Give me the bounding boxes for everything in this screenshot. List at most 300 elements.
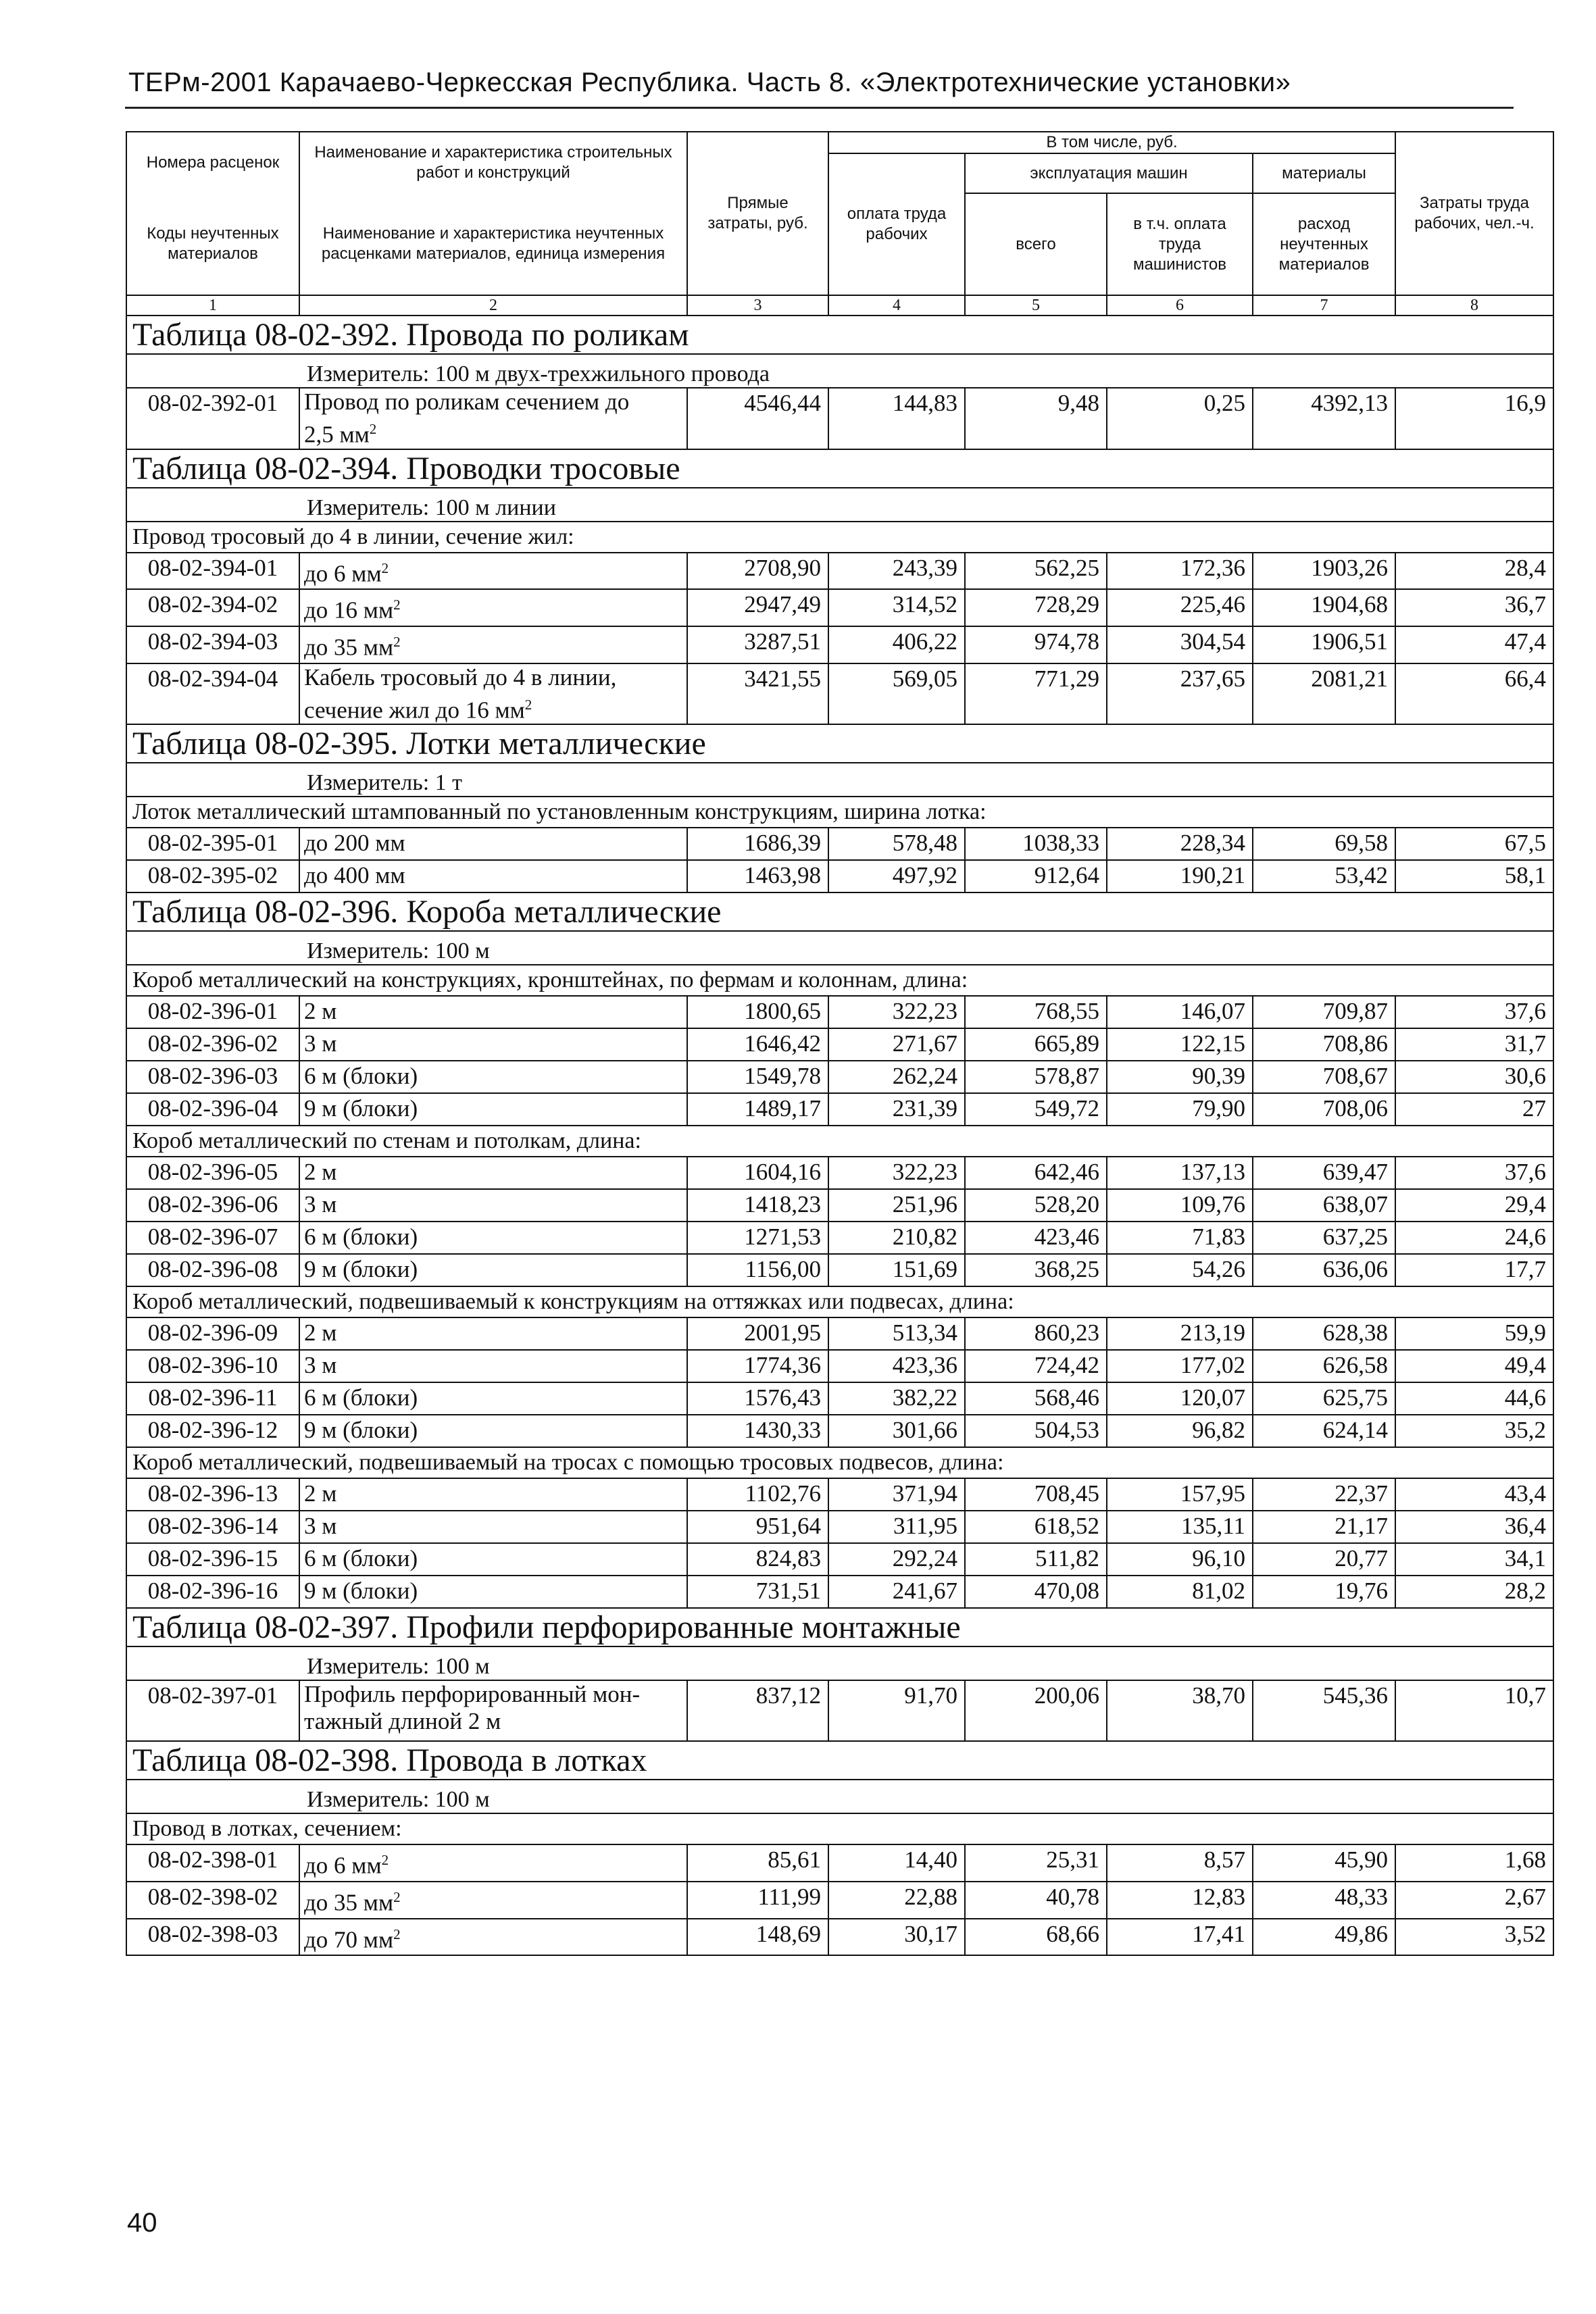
value-labor-hours: 10,7	[1395, 1680, 1553, 1741]
col-header-material-consumption: расход неучтенных материалов	[1253, 193, 1395, 295]
table-title-row	[126, 1608, 1553, 1646]
table-row	[126, 388, 1553, 449]
value-direct-costs: 2001,95	[687, 1317, 828, 1350]
table-row	[126, 1350, 1553, 1382]
value-material-consumption: 708,67	[1253, 1061, 1395, 1093]
group-label: Короб металлический по стенам и потолкам, длина:	[126, 1126, 1553, 1157]
rate-name-text: до 200 мм	[304, 830, 405, 857]
rate-code: 08-02-394-04	[126, 663, 299, 725]
rate-code: 08-02-396-02	[126, 1028, 299, 1061]
value-labor-hours: 36,7	[1395, 589, 1553, 626]
value-machinist-wages: 213,19	[1107, 1317, 1253, 1350]
superscript: 2	[381, 1852, 389, 1869]
rate-name-text: 9 м (блоки)	[304, 1256, 418, 1283]
value-machinist-wages: 137,13	[1107, 1157, 1253, 1189]
rate-name-line: Провод по роликам сечением до	[304, 388, 630, 415]
rate-name	[299, 1919, 687, 1956]
col-header-codes: Номера расценок	[126, 132, 299, 193]
rate-name	[299, 553, 687, 590]
value-machinist-wages: 120,07	[1107, 1382, 1253, 1415]
table-row	[126, 553, 1553, 590]
value-machinist-wages: 122,15	[1107, 1028, 1253, 1061]
measure-unit: Измеритель: 1 т	[126, 763, 1553, 797]
col-header-wages: оплата труда рабочих	[828, 153, 965, 295]
rate-name	[299, 1093, 687, 1126]
value-material-consumption: 709,87	[1253, 996, 1395, 1028]
value-machinist-wages: 96,10	[1107, 1543, 1253, 1576]
value-machines-total: 25,31	[965, 1844, 1107, 1882]
value-direct-costs: 1549,78	[687, 1061, 828, 1093]
value-direct-costs: 1646,42	[687, 1028, 828, 1061]
rate-code: 08-02-396-15	[126, 1543, 299, 1576]
value-machinist-wages: 177,02	[1107, 1350, 1253, 1382]
table-row	[126, 663, 1553, 725]
value-machinist-wages: 228,34	[1107, 828, 1253, 860]
value-labor-hours: 36,4	[1395, 1511, 1553, 1543]
rates-table	[126, 131, 1554, 1956]
measure-unit: Измеритель: 100 м	[126, 1646, 1553, 1680]
table-row	[126, 1093, 1553, 1126]
value-machines-total: 724,42	[965, 1350, 1107, 1382]
value-wages: 371,94	[828, 1478, 965, 1511]
measure-unit: Измеритель: 100 м	[126, 931, 1553, 965]
rate-code: 08-02-397-01	[126, 1680, 299, 1741]
group-header-row	[126, 522, 1553, 553]
value-wages: 292,24	[828, 1543, 965, 1576]
value-machines-total: 9,48	[965, 388, 1107, 449]
rate-name	[299, 828, 687, 860]
value-direct-costs: 111,99	[687, 1882, 828, 1919]
rate-name-text: 2 м	[304, 1159, 337, 1186]
rate-code: 08-02-396-06	[126, 1189, 299, 1222]
value-machines-total: 708,45	[965, 1478, 1107, 1511]
value-machinist-wages: 146,07	[1107, 996, 1253, 1028]
value-direct-costs: 148,69	[687, 1919, 828, 1956]
value-machinist-wages: 81,02	[1107, 1576, 1253, 1608]
value-machinist-wages: 17,41	[1107, 1919, 1253, 1956]
value-material-consumption: 545,36	[1253, 1680, 1395, 1741]
col-header-machines-total: всего	[965, 193, 1107, 295]
value-machines-total: 728,29	[965, 589, 1107, 626]
col-header-materials: материалы	[1253, 153, 1395, 193]
rate-name-text: 6 м (блоки)	[304, 1384, 418, 1411]
table-row	[126, 1576, 1553, 1608]
value-labor-hours: 28,2	[1395, 1576, 1553, 1608]
value-material-consumption: 628,38	[1253, 1317, 1395, 1350]
value-labor-hours: 16,9	[1395, 388, 1553, 449]
rate-name-text: до 35 мм	[304, 1889, 394, 1916]
rate-code: 08-02-398-01	[126, 1844, 299, 1882]
rate-name-line	[304, 1708, 681, 1735]
rate-name	[299, 1382, 687, 1415]
table-row	[126, 589, 1553, 626]
value-labor-hours: 2,67	[1395, 1882, 1553, 1919]
table-title: Таблица 08-02-395. Лотки металлические	[126, 724, 1553, 763]
col-number: 4	[828, 295, 965, 316]
value-direct-costs: 951,64	[687, 1511, 828, 1543]
table-row	[126, 1844, 1553, 1882]
value-labor-hours: 28,4	[1395, 553, 1553, 590]
value-machines-total: 974,78	[965, 626, 1107, 663]
superscript: 2	[524, 696, 532, 713]
table-title-row	[126, 449, 1553, 488]
value-labor-hours: 59,9	[1395, 1317, 1553, 1350]
rate-name-text: до 70 мм	[304, 1926, 394, 1953]
measure-row	[126, 1646, 1553, 1680]
value-wages: 231,39	[828, 1093, 965, 1126]
rate-code: 08-02-396-07	[126, 1222, 299, 1254]
value-wages: 210,82	[828, 1222, 965, 1254]
value-labor-hours: 3,52	[1395, 1919, 1553, 1956]
rate-name-text: 2 м	[304, 1480, 337, 1507]
value-machines-total: 860,23	[965, 1317, 1107, 1350]
rate-name	[299, 1222, 687, 1254]
page-number: 40	[127, 2208, 157, 2238]
rate-name-text: 3 м	[304, 1352, 337, 1379]
group-header-row	[126, 1813, 1553, 1844]
rate-code: 08-02-396-16	[126, 1576, 299, 1608]
value-direct-costs: 1156,00	[687, 1254, 828, 1286]
measure-row	[126, 354, 1553, 388]
value-machines-total: 1038,33	[965, 828, 1107, 860]
value-machines-total: 665,89	[965, 1028, 1107, 1061]
superscript: 2	[393, 1888, 401, 1905]
col-header-machinist-wages: в т.ч. оплата труда машинистов	[1107, 193, 1253, 295]
rate-name-text: до 16 мм	[304, 597, 394, 624]
table-title-row	[126, 724, 1553, 763]
rate-name	[299, 996, 687, 1028]
rate-code: 08-02-396-12	[126, 1415, 299, 1447]
col-header-including: В том числе, руб.	[828, 132, 1395, 153]
rate-name-text: 9 м (блоки)	[304, 1417, 418, 1444]
value-material-consumption: 639,47	[1253, 1157, 1395, 1189]
table-row	[126, 828, 1553, 860]
value-material-consumption: 636,06	[1253, 1254, 1395, 1286]
rate-name	[299, 1061, 687, 1093]
value-direct-costs: 1418,23	[687, 1189, 828, 1222]
rate-name	[299, 663, 687, 725]
value-labor-hours: 47,4	[1395, 626, 1553, 663]
value-material-consumption: 708,86	[1253, 1028, 1395, 1061]
rate-code: 08-02-394-03	[126, 626, 299, 663]
value-material-consumption: 708,06	[1253, 1093, 1395, 1126]
value-direct-costs: 731,51	[687, 1576, 828, 1608]
table-row	[126, 1028, 1553, 1061]
rate-code: 08-02-396-01	[126, 996, 299, 1028]
group-label: Короб металлический, подвешиваемый к конструкциям на оттяжках или подвесах, длина:	[126, 1286, 1553, 1317]
value-direct-costs: 2708,90	[687, 553, 828, 590]
rate-name-text: до 6 мм	[304, 1852, 382, 1879]
rate-name-text: 2 м	[304, 998, 337, 1025]
value-wages: 151,69	[828, 1254, 965, 1286]
rate-name	[299, 1680, 687, 1741]
table-row	[126, 996, 1553, 1028]
col-header-name: Наименование и характеристика строительных работ и конструкций	[299, 132, 687, 193]
value-machines-total: 528,20	[965, 1189, 1107, 1222]
value-machines-total: 200,06	[965, 1680, 1107, 1741]
value-wages: 262,24	[828, 1061, 965, 1093]
value-labor-hours: 49,4	[1395, 1350, 1553, 1382]
value-labor-hours: 58,1	[1395, 860, 1553, 892]
value-labor-hours: 43,4	[1395, 1478, 1553, 1511]
value-labor-hours: 37,6	[1395, 996, 1553, 1028]
value-wages: 144,83	[828, 388, 965, 449]
value-labor-hours: 29,4	[1395, 1189, 1553, 1222]
value-direct-costs: 824,83	[687, 1543, 828, 1576]
table-row	[126, 1478, 1553, 1511]
rate-name-text: 2,5 мм	[304, 421, 370, 448]
rate-name-line	[304, 416, 681, 449]
rate-name-text: до 400 мм	[304, 862, 405, 889]
rate-name-text: сечение жил до 16 мм	[304, 697, 525, 724]
rate-name-line: Кабель тросовый до 4 в линии,	[304, 663, 617, 690]
value-wages: 271,67	[828, 1028, 965, 1061]
group-header-row	[126, 1286, 1553, 1317]
header-row-1	[126, 132, 1553, 153]
table-row	[126, 626, 1553, 663]
rate-name	[299, 1415, 687, 1447]
value-machinist-wages: 79,90	[1107, 1093, 1253, 1126]
header-rule	[125, 107, 1514, 109]
col-header-name-unaccounted: Наименование и характеристика неучтенных расценками материалов, единица измерения	[299, 193, 687, 295]
rate-name-text: 3 м	[304, 1191, 337, 1218]
rate-name-text: 9 м (блоки)	[304, 1095, 418, 1122]
value-material-consumption: 638,07	[1253, 1189, 1395, 1222]
value-wages: 301,66	[828, 1415, 965, 1447]
measure-row	[126, 931, 1553, 965]
value-direct-costs: 1800,65	[687, 996, 828, 1028]
superscript: 2	[393, 1926, 401, 1942]
measure-unit: Измеритель: 100 м линии	[126, 488, 1553, 522]
value-material-consumption: 624,14	[1253, 1415, 1395, 1447]
value-direct-costs: 3421,55	[687, 663, 828, 725]
table-title: Таблица 08-02-397. Профили перфорированные монтажные	[126, 1608, 1553, 1646]
value-material-consumption: 45,90	[1253, 1844, 1395, 1882]
rate-code: 08-02-398-02	[126, 1882, 299, 1919]
value-direct-costs: 1430,33	[687, 1415, 828, 1447]
superscript: 2	[393, 633, 401, 650]
value-material-consumption: 1903,26	[1253, 553, 1395, 590]
col-header-direct-costs: Прямые затраты, руб.	[687, 132, 828, 295]
group-label: Короб металлический на конструкциях, кронштейнах, по фермам и колоннам, длина:	[126, 965, 1553, 996]
value-material-consumption: 625,75	[1253, 1382, 1395, 1415]
group-header-row	[126, 1126, 1553, 1157]
value-machines-total: 423,46	[965, 1222, 1107, 1254]
table-row	[126, 1222, 1553, 1254]
value-machines-total: 642,46	[965, 1157, 1107, 1189]
value-machinist-wages: 304,54	[1107, 626, 1253, 663]
value-direct-costs: 837,12	[687, 1680, 828, 1741]
value-wages: 241,67	[828, 1576, 965, 1608]
value-labor-hours: 37,6	[1395, 1157, 1553, 1189]
table-row	[126, 1254, 1553, 1286]
rate-code: 08-02-396-14	[126, 1511, 299, 1543]
rate-name	[299, 1157, 687, 1189]
value-machinist-wages: 8,57	[1107, 1844, 1253, 1882]
rate-code: 08-02-396-05	[126, 1157, 299, 1189]
col-number: 1	[126, 295, 299, 316]
measure-row	[126, 763, 1553, 797]
table-row	[126, 1511, 1553, 1543]
value-labor-hours: 24,6	[1395, 1222, 1553, 1254]
rate-name	[299, 860, 687, 892]
value-machines-total: 912,64	[965, 860, 1107, 892]
value-machines-total: 768,55	[965, 996, 1107, 1028]
superscript: 2	[381, 559, 389, 576]
col-header-machines: эксплуатация машин	[965, 153, 1253, 193]
table-title-row	[126, 892, 1553, 931]
value-machinist-wages: 190,21	[1107, 860, 1253, 892]
rate-name-line	[304, 691, 681, 724]
value-direct-costs: 1604,16	[687, 1157, 828, 1189]
value-wages: 406,22	[828, 626, 965, 663]
value-wages: 322,23	[828, 1157, 965, 1189]
value-machinist-wages: 237,65	[1107, 663, 1253, 725]
rate-code: 08-02-396-10	[126, 1350, 299, 1382]
group-label: Провод в лотках, сечением:	[126, 1813, 1553, 1844]
value-direct-costs: 1102,76	[687, 1478, 828, 1511]
value-material-consumption: 53,42	[1253, 860, 1395, 892]
value-direct-costs: 1489,17	[687, 1093, 828, 1126]
value-direct-costs: 3287,51	[687, 626, 828, 663]
value-machinist-wages: 172,36	[1107, 553, 1253, 590]
value-material-consumption: 48,33	[1253, 1882, 1395, 1919]
rate-code: 08-02-396-04	[126, 1093, 299, 1126]
rate-name-text: 6 м (блоки)	[304, 1545, 418, 1572]
value-material-consumption: 19,76	[1253, 1576, 1395, 1608]
value-machinist-wages: 157,95	[1107, 1478, 1253, 1511]
running-header: ТЕРм-2001 Карачаево-Черкесская Республика. Часть 8. «Электротехнические установки»	[128, 68, 1291, 97]
value-direct-costs: 2947,49	[687, 589, 828, 626]
table-title: Таблица 08-02-396. Короба металлические	[126, 892, 1553, 931]
value-material-consumption: 69,58	[1253, 828, 1395, 860]
table-title-row	[126, 316, 1553, 354]
col-number: 2	[299, 295, 687, 316]
value-wages: 30,17	[828, 1919, 965, 1956]
rate-name	[299, 626, 687, 663]
value-machinist-wages: 38,70	[1107, 1680, 1253, 1741]
col-number: 5	[965, 295, 1107, 316]
rate-name-text: 6 м (блоки)	[304, 1063, 418, 1090]
rate-name	[299, 1317, 687, 1350]
rate-name-line: Профиль перфорированный мон-	[304, 1681, 641, 1708]
measure-unit: Измеритель: 100 м	[126, 1780, 1553, 1813]
value-wages: 22,88	[828, 1882, 965, 1919]
value-wages: 314,52	[828, 589, 965, 626]
rate-code: 08-02-395-01	[126, 828, 299, 860]
value-machines-total: 562,25	[965, 553, 1107, 590]
table-row	[126, 1543, 1553, 1576]
group-label: Короб металлический, подвешиваемый на тросах с помощью тросовых подвесов, длина:	[126, 1447, 1553, 1478]
col-number: 7	[1253, 295, 1395, 316]
value-labor-hours: 35,2	[1395, 1415, 1553, 1447]
rate-name	[299, 1576, 687, 1608]
rate-name	[299, 1028, 687, 1061]
rate-code: 08-02-396-03	[126, 1061, 299, 1093]
group-header-row	[126, 797, 1553, 828]
value-machinist-wages: 90,39	[1107, 1061, 1253, 1093]
rate-name	[299, 1254, 687, 1286]
value-machinist-wages: 71,83	[1107, 1222, 1253, 1254]
value-material-consumption: 20,77	[1253, 1543, 1395, 1576]
rate-name-text: тажный длиной 2 м	[304, 1708, 501, 1735]
value-machines-total: 511,82	[965, 1543, 1107, 1576]
rate-code: 08-02-396-13	[126, 1478, 299, 1511]
value-material-consumption: 1906,51	[1253, 626, 1395, 663]
value-machines-total: 68,66	[965, 1919, 1107, 1956]
rate-name-text: до 35 мм	[304, 634, 394, 661]
table-row	[126, 1415, 1553, 1447]
value-labor-hours: 34,1	[1395, 1543, 1553, 1576]
value-wages: 91,70	[828, 1680, 965, 1741]
group-label: Провод тросовый до 4 в линии, сечение жил:	[126, 522, 1553, 553]
rate-name	[299, 1511, 687, 1543]
value-direct-costs: 1774,36	[687, 1350, 828, 1382]
rate-name	[299, 1478, 687, 1511]
value-wages: 569,05	[828, 663, 965, 725]
value-labor-hours: 67,5	[1395, 828, 1553, 860]
value-machines-total: 368,25	[965, 1254, 1107, 1286]
col-number: 6	[1107, 295, 1253, 316]
value-machinist-wages: 225,46	[1107, 589, 1253, 626]
rate-name	[299, 388, 687, 449]
rate-code: 08-02-396-11	[126, 1382, 299, 1415]
superscript: 2	[393, 597, 401, 613]
rate-code: 08-02-395-02	[126, 860, 299, 892]
value-machines-total: 578,87	[965, 1061, 1107, 1093]
rate-name	[299, 1543, 687, 1576]
table-title: Таблица 08-02-392. Провода по роликам	[126, 316, 1553, 354]
value-material-consumption: 21,17	[1253, 1511, 1395, 1543]
rate-name	[299, 589, 687, 626]
table-row	[126, 860, 1553, 892]
rate-name	[299, 1189, 687, 1222]
value-machines-total: 771,29	[965, 663, 1107, 725]
value-machines-total: 549,72	[965, 1093, 1107, 1126]
rate-name	[299, 1844, 687, 1882]
value-wages: 14,40	[828, 1844, 965, 1882]
col-header-codes-unaccounted: Коды неучтенных материалов	[126, 193, 299, 295]
value-labor-hours: 44,6	[1395, 1382, 1553, 1415]
superscript: 2	[369, 421, 377, 437]
rate-code: 08-02-394-01	[126, 553, 299, 590]
measure-row	[126, 1780, 1553, 1813]
rate-name	[299, 1882, 687, 1919]
rate-code: 08-02-394-02	[126, 589, 299, 626]
value-machines-total: 40,78	[965, 1882, 1107, 1919]
group-header-row	[126, 1447, 1553, 1478]
value-direct-costs: 1686,39	[687, 828, 828, 860]
rate-name	[299, 1350, 687, 1382]
value-wages: 513,34	[828, 1317, 965, 1350]
value-wages: 322,23	[828, 996, 965, 1028]
value-labor-hours: 27	[1395, 1093, 1553, 1126]
rate-name-text: до 6 мм	[304, 560, 382, 587]
value-machinist-wages: 96,82	[1107, 1415, 1253, 1447]
table-row	[126, 1189, 1553, 1222]
rate-name-text: 3 м	[304, 1513, 337, 1540]
value-machinist-wages: 135,11	[1107, 1511, 1253, 1543]
value-material-consumption: 637,25	[1253, 1222, 1395, 1254]
measure-unit: Измеритель: 100 м двух-трехжильного провода	[126, 354, 1553, 388]
value-wages: 311,95	[828, 1511, 965, 1543]
group-header-row	[126, 965, 1553, 996]
rate-code: 08-02-398-03	[126, 1919, 299, 1956]
measure-row	[126, 488, 1553, 522]
value-machines-total: 504,53	[965, 1415, 1107, 1447]
value-wages: 497,92	[828, 860, 965, 892]
rate-name-text: 6 м (блоки)	[304, 1224, 418, 1251]
